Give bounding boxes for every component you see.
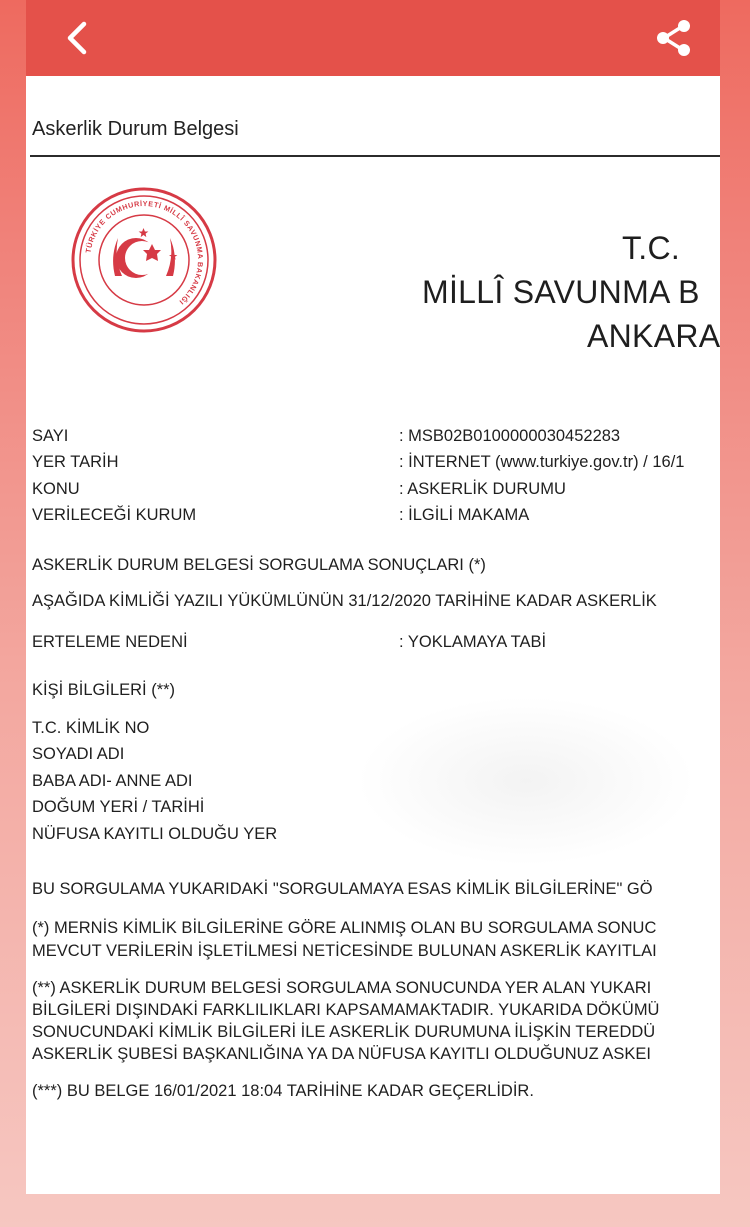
field-value-kurum: : İLGİLİ MAKAMA <box>399 506 530 524</box>
ministry-seal-icon <box>70 186 218 334</box>
document-viewer[interactable] <box>26 76 720 1194</box>
chevron-left-icon <box>64 20 92 56</box>
note2-line2: BİLGİLERİ DIŞINDAKİ FARKLILIKLARI KAPSAMAMAKTADIR. YUKARIDA DÖKÜMÜ <box>32 1001 660 1019</box>
svg-text:TÜRKİYE CUMHURİYETİ MİLLÎ SAVU: TÜRKİYE CUMHURİYETİ MİLLÎ SAVUNMA BAKANLIĞI <box>83 198 206 307</box>
query-results-title: ASKERLİK DURUM BELGESİ SORGULAMA SONUÇLARI (*) <box>32 556 486 574</box>
back-button[interactable] <box>56 16 100 60</box>
validity-note: (***) BU BELGE 16/01/2021 18:04 TARİHİNE KADAR GEÇERLİDİR. <box>32 1082 534 1100</box>
note1-line2: MEVCUT VERİLERİN İŞLETİLMESİ NETİCESİNDE BULUNAN ASKERLİK KAYITLAI <box>32 942 657 960</box>
note1-line1: (*) MERNİS KİMLİK BİLGİLERİNE GÖRE ALINMIŞ OLAN BU SORGULAMA SONUC <box>32 919 657 937</box>
share-icon <box>655 18 693 58</box>
field-label-yer-tarih: YER TARİH <box>32 453 119 471</box>
field-label-konu: KONU <box>32 480 80 498</box>
field-label-kurum: VERİLECEĞİ KURUM <box>32 506 197 524</box>
redacted-area <box>356 696 696 866</box>
note2-line3: SONUCUNDAKİ KİMLİK BİLGİLERİ İLE ASKERLİK DURUMUNA İLİŞKİN TEREDDÜ <box>32 1023 656 1041</box>
deferral-value: : YOKLAMAYA TABİ <box>399 633 547 651</box>
app-header <box>26 0 720 76</box>
field-label-sayi: SAYI <box>32 427 69 445</box>
share-button[interactable] <box>650 14 698 62</box>
military-status-statement: AŞAĞIDA KİMLİĞİ YAZILI YÜKÜMLÜNÜN 31/12/2020 TARİHİNE KADAR ASKERLİK <box>32 592 657 610</box>
field-value-yer-tarih: : İNTERNET (www.turkiye.gov.tr) / 16/1 <box>399 453 685 471</box>
heading-line1: T.C. <box>622 230 681 266</box>
heading-line2: MİLLÎ SAVUNMA B <box>422 274 700 310</box>
personal-field-parents: BABA ADI- ANNE ADI <box>32 772 193 790</box>
personal-field-name: SOYADI ADI <box>32 745 125 763</box>
query-note: BU SORGULAMA YUKARIDAKİ "SORGULAMAYA ESAS KİMLİK BİLGİLERİNE" GÖ <box>32 880 653 898</box>
note2-line4: ASKERLİK ŞUBESİ BAŞKANLIĞINA YA DA NÜFUSA KAYITLI OLDUĞUNUZ ASKEI <box>32 1045 651 1063</box>
personal-info-title: KİŞİ BİLGİLERİ (**) <box>32 681 176 699</box>
heading-line3: ANKARA <box>587 318 720 354</box>
document-title: Askerlik Durum Belgesi <box>32 118 239 140</box>
personal-field-tc-no: T.C. KİMLİK NO <box>32 719 150 737</box>
personal-field-registry: NÜFUSA KAYITLI OLDUĞU YER <box>32 825 278 843</box>
title-divider <box>30 155 720 157</box>
field-value-konu: : ASKERLİK DURUMU <box>399 480 566 498</box>
personal-field-birth: DOĞUM YERİ / TARİHİ <box>32 798 205 816</box>
deferral-label: ERTELEME NEDENİ <box>32 633 188 651</box>
field-value-sayi: : MSB02B0100000030452283 <box>399 427 621 445</box>
note2-line1: (**) ASKERLİK DURUM BELGESİ SORGULAMA SONUCUNDA YER ALAN YUKARI <box>32 979 652 997</box>
